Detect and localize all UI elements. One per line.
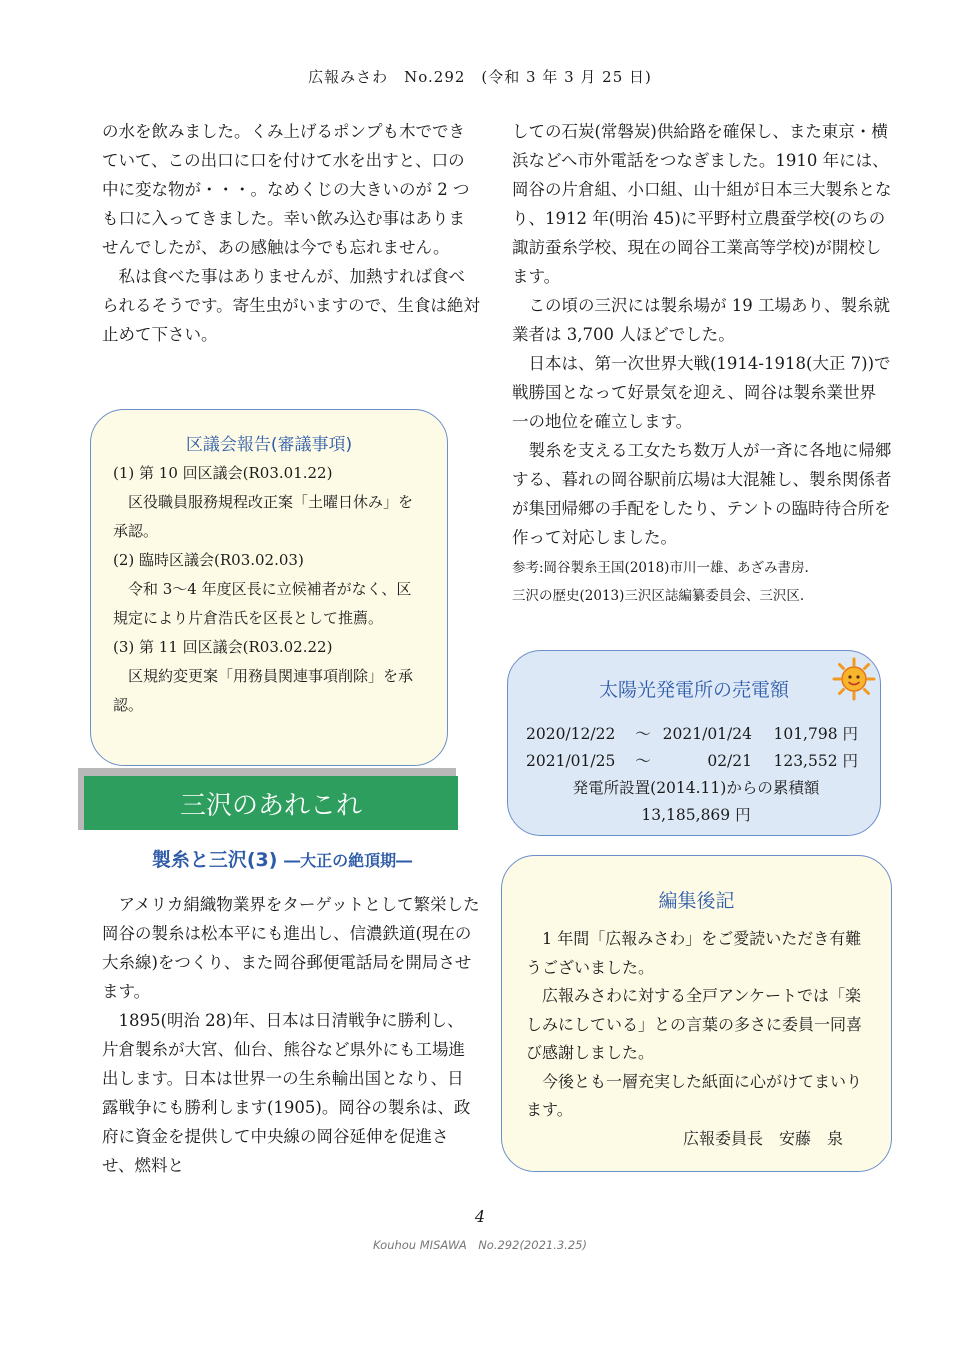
- reference: 三沢の歴史(2013)三沢区誌編纂委員会、三沢区.: [512, 588, 805, 604]
- article-body-right: [512, 117, 892, 610]
- total-value: 13,185,869 円: [641, 806, 751, 824]
- sun-icon: [832, 657, 876, 701]
- paragraph: の水を飲みました。くみ上げるポンプも木でできていて、この出口に口を付けて水を出すと、口の中に変な物が・・・。なめくじの大きいのが 2 つも口に入ってきました。幸い飲み込む事はありませんでしたが、あの感触は今でも忘れません。: [102, 122, 470, 257]
- signature: 広報委員長 安藤 泉: [682, 1128, 843, 1148]
- article-continued: [102, 117, 480, 349]
- paragraph: 今後とも一層充実した紙面に心がけてまいります。: [526, 1071, 863, 1119]
- sales-amount: 101,798 円: [773, 725, 858, 743]
- sales-row: [526, 721, 866, 748]
- period-from: 2020/12/22: [526, 725, 616, 743]
- period-sep: ～: [635, 725, 651, 743]
- reference: 参考:岡谷製糸王国(2018)市川一雄、あざみ書房.: [512, 560, 809, 576]
- period-from: 2021/01/25: [526, 752, 616, 770]
- article-title: [102, 845, 462, 872]
- solar-sales-title: 太陽光発電所の売電額: [598, 679, 789, 701]
- council-item-heading: (2) 臨時区議会(R03.02.03): [113, 551, 304, 569]
- page-footer: Kouhou MISAWA No.292(2021.3.25): [373, 1238, 587, 1252]
- sales-row: [526, 748, 866, 775]
- paragraph: 広報みさわに対する全戸アンケートでは「楽しみにしている」との言葉の多さに委員一同喜び感謝しました。: [526, 986, 863, 1062]
- paragraph: 私は食べた事はありませんが、加熱すれば食べられるそうです。寄生虫がいますので、生食は絶対止めて下さい。: [102, 267, 480, 344]
- period-sep: ～: [635, 752, 651, 770]
- paragraph: 1895(明治 28)年、日本は日清戦争に勝利し、片倉製糸が大宮、仙台、熊谷など県外にも工場進出します。日本は世界一の生糸輸出国となり、日露戦争にも勝利します(1905)。岡谷の製糸は、政府に資金を提供して中央線の岡谷延伸を促進させ、燃料と: [102, 1011, 471, 1175]
- editor-note-box: [501, 855, 892, 1172]
- page-header: 広報みさわ No.292 (令和 3 年 3 月 25 日): [308, 68, 652, 86]
- paragraph: 製糸を支える工女たち数万人が一斉に各地に帰郷する、暮れの岡谷駅前広場は大混雑し、製糸関係者が集団帰郷の手配をしたり、テントの臨時待合所を作って対応しました。: [512, 441, 892, 547]
- paragraph: しての石炭(常磐炭)供給路を確保し、また東京・横浜などへ市外電話をつなぎました。1910 年には、岡谷の片倉組、小口組、山十組が日本三大製糸となり、1912 年(明治 45)に平野村立農蚕学校(のちの諏訪蚕糸学校、現在の岡谷工業高等学校)が開校します。: [512, 122, 892, 286]
- paragraph: アメリカ絹織物業界をターゲットとして繁栄した岡谷の製糸は松本平にも進出し、信濃鉄道(現在の大糸線)をつくり、また岡谷郵便電話局を開局させます。: [102, 895, 480, 1001]
- editor-note-title: 編集後記: [658, 890, 735, 912]
- total-label: 発電所設置(2014.11)からの累積額: [572, 779, 820, 797]
- council-item-heading: (3) 第 11 回区議会(R03.02.22): [113, 638, 333, 656]
- section-banner: 三沢のあれこれ: [84, 776, 458, 830]
- paragraph: この頃の三沢には製糸場が 19 工場あり、製糸就業者は 3,700 人ほどでした。: [512, 296, 890, 344]
- page-number: 4: [474, 1207, 486, 1226]
- solar-sales-box: [507, 650, 881, 836]
- paragraph: 日本は、第一次世界大戦(1914-1918(大正 7))で戦勝国となって好景気を迎え、岡谷は製糸業世界一の地位を確立します。: [512, 354, 891, 431]
- council-report-title: 区議会報告(審議事項): [185, 435, 353, 455]
- article-title-main: 製糸と三沢(3): [151, 849, 278, 871]
- paragraph: 1 年間「広報みさわ」をご愛読いただき有難うございました。: [526, 929, 862, 977]
- council-item-text: 令和 3～4 年度区長に立候補者がなく、区規定により片倉浩氏を区長として推薦。: [113, 580, 412, 627]
- council-item-text: 区役職員服務規程改正案「土曜日休み」を承認。: [113, 493, 414, 540]
- article-title-sub: ―大正の絶頂期―: [284, 851, 413, 870]
- council-item-text: 区規約変更案「用務員関連事項削除」を承認。: [113, 667, 414, 714]
- period-to: 2021/01/24: [662, 725, 752, 743]
- sales-amount: 123,552 円: [773, 752, 858, 770]
- article-body-left: [102, 890, 480, 1180]
- council-item-heading: (1) 第 10 回区議会(R03.01.22): [113, 464, 333, 482]
- period-to: 02/21: [707, 752, 752, 770]
- council-report-box: [90, 409, 448, 766]
